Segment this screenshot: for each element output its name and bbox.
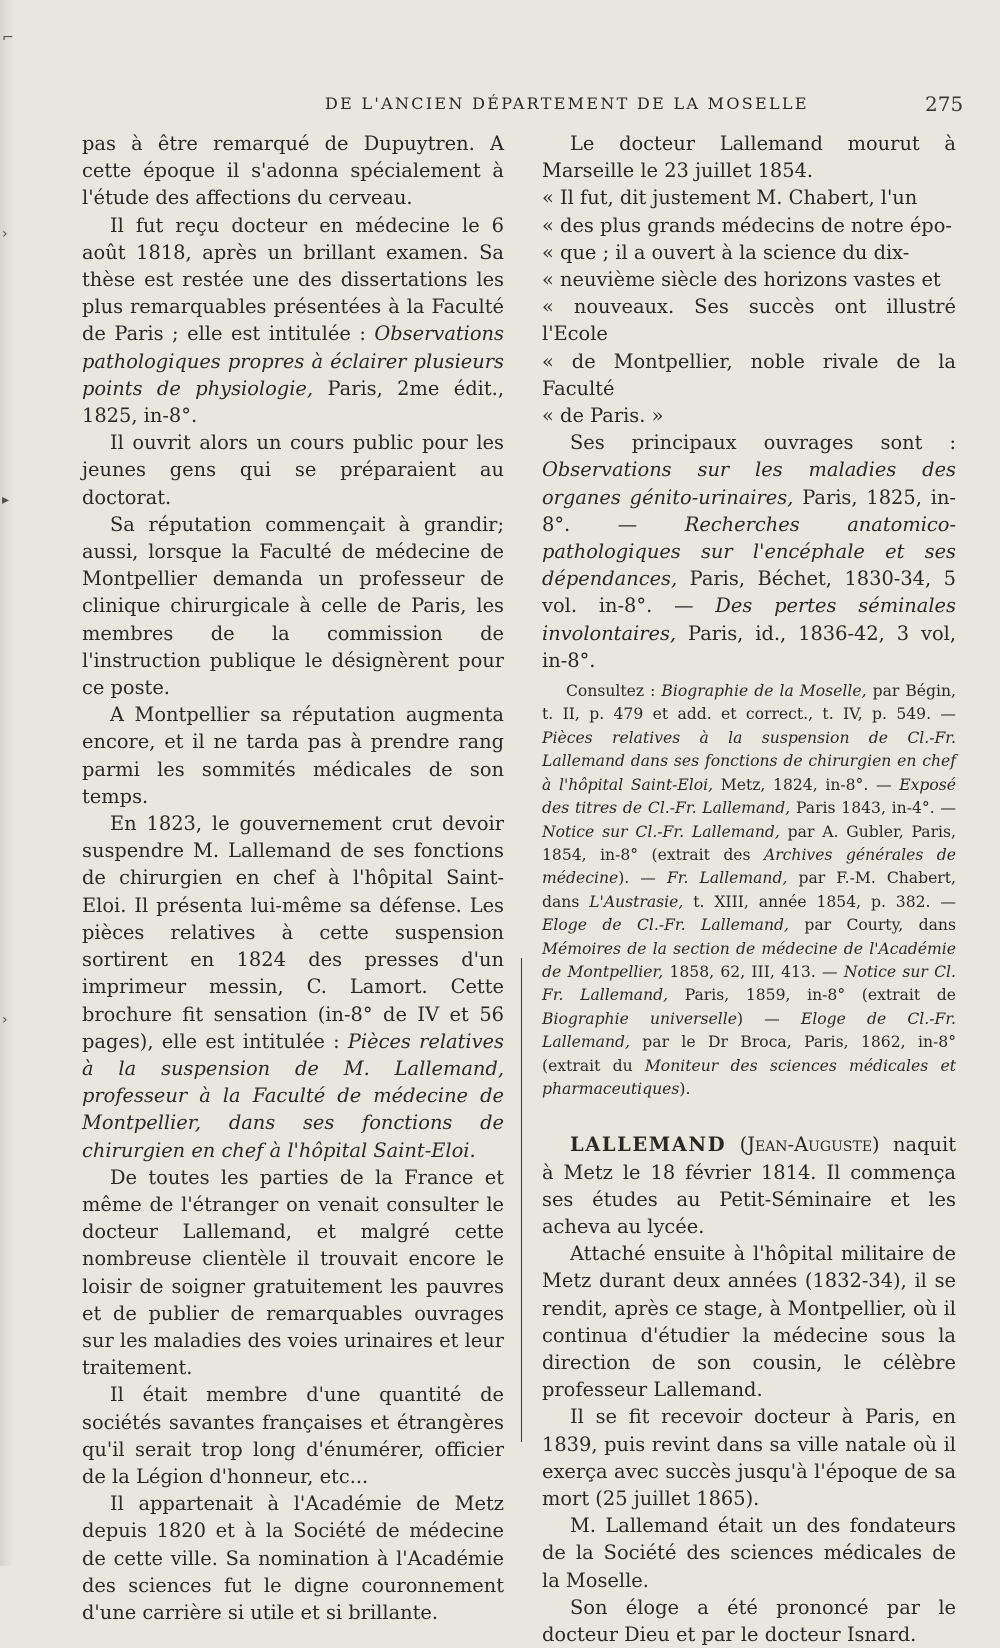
italic-title: L'Austrasie,: [589, 892, 684, 911]
running-head: [0, 92, 1000, 116]
text-run: par Courty, dans: [788, 916, 956, 935]
bibliography: [542, 680, 956, 1101]
page-number: 275: [925, 92, 964, 116]
quote-line: « de Montpellier, noble rivale de la Faculté: [542, 349, 956, 400]
margin-mark: ›: [2, 226, 8, 242]
italic-title: Eloge de Cl.-Fr. Lallemand,: [542, 916, 789, 935]
paragraph: [542, 429, 956, 674]
text-run: Consultez :: [566, 682, 662, 701]
text-run: En 1823, le gouvernement crut devoir suspendre M. Lallemand de ses fonctions de chirurgien en chef à l'hôpital Saint-Eloi. Il présenta lui-même sa défense. Les pièces relatives à cette suspension sortirent en 1824 des presses d'un imprimeur messin, C. Lamort. Cette brochure fit sensation (in-8° de IV et 56 pages), elle est intitulée :: [82, 812, 504, 1053]
quote-line: « Il fut, dit justement M. Chabert, l'un: [542, 186, 918, 210]
italic-title: Des pertes séminales involontaires,: [542, 594, 956, 645]
italic-title: Recherches anatomico-pathologiques sur l'encéphale et ses dépendances,: [542, 512, 956, 591]
bibliography-text: [542, 680, 956, 1101]
paragraph: Attaché ensuite à l'hôpital militaire de Metz durant deux années (1832-34), il se rendit, après ce stage, à Montpellier, où il continua d'étudier la médecine sous la direction de son cousin, le célèbre professeur Lallemand.: [542, 1242, 956, 1402]
text-run: Il fut reçu docteur en médecine le 6 août 1818, après un brillant examen. Sa thèse est restée une des dissertations les plus remarquables présentées à la Faculté de Paris ; elle est intitulée :: [82, 213, 504, 346]
italic-title: Archives générales de médecine: [542, 845, 956, 888]
quotation: [542, 184, 956, 429]
right-column: [542, 130, 956, 1648]
paragraph: Sa réputation commençait à grandir; aussi, lorsque la Faculté de médecine de Montpellier demanda un professeur de clinique chirurgicale à celle de Paris, les membres de la commission de l'instruction publique le désignèrent pour ce poste.: [82, 512, 504, 700]
text-run: par le Dr Broca, Paris, 1862, in-8° (extrait du: [542, 1033, 956, 1075]
paragraph: Il appartenait à l'Académie de Metz depuis 1820 et à la Société de médecine de cette ville. Sa nomination à l'Académie des sciences fut le digne couronnement d'une carrière si utile et si brillante.: [82, 1492, 504, 1624]
italic-title: Pièces relatives à la suspension de Cl.-Fr. Lallemand dans ses fonctions de chirurgien en chef à l'hôpital Saint-Eloi,: [542, 728, 956, 794]
text-run: t. XIII, année 1854, p. 382. —: [683, 892, 956, 911]
paragraph: [82, 212, 504, 430]
paragraph: Il se fit recevoir docteur à Paris, en 1839, puis revint dans sa ville natale où il exerça avec succès jusqu'à l'époque de sa mort (25 juillet 1865).: [542, 1405, 956, 1511]
text-run: Paris, 1859, in-8° (extrait de: [668, 986, 956, 1005]
text-run: ) —: [736, 1009, 801, 1028]
entry-text: naquit à Metz le 18 février 1814. Il commença ses études au Petit-Séminaire et les acheva au lycée.: [542, 1133, 956, 1238]
text-run: 1858, 62, III, 413. —: [663, 962, 844, 981]
paragraph: [82, 810, 504, 1164]
entry-given-names: (Jean-Auguste): [739, 1133, 880, 1157]
italic-title: Biographie de la Moselle,: [661, 682, 867, 701]
text-run: Paris, 1825, in-8°. —: [542, 485, 956, 536]
text-run: par F.-M. Chabert, dans: [542, 869, 956, 911]
text-run: Paris, Béchet, 1830-34, 5 vol. in-8°. —: [542, 567, 956, 618]
margin-mark: ▸: [2, 492, 10, 508]
quote-line: « nouveaux. Ses succès ont illustré l'Ecole: [542, 295, 956, 346]
italic-title: Notice sur Cl.-Fr. Lallemand,: [542, 822, 780, 841]
margin-mark: ⌐: [2, 30, 14, 46]
text-run: Paris 1843, in-4°. —: [790, 799, 956, 818]
italic-title: Moniteur des sciences médicales et pharmaceutiques: [542, 1056, 956, 1098]
paragraph: Il était membre d'une quantité de sociétés savantes françaises et étrangères qu'il serait trop long d'énumérer, officier de la Légion d'honneur, etc...: [82, 1383, 504, 1488]
italic-title: Notice sur Cl. Fr. Lallemand,: [542, 962, 956, 1005]
paragraph: M. Lallemand était un des fondateurs de la Société des sciences médicales de la Moselle.: [542, 1514, 956, 1592]
text-run: Paris, 2me édit., 1825, in-8°.: [82, 376, 504, 428]
italic-title: Exposé des titres de Cl.-Fr. Lallemand,: [542, 775, 956, 818]
paragraph: Le docteur Lallemand mourut à Marseille le 23 juillet 1854.: [542, 132, 956, 183]
paragraph: A Montpellier sa réputation augmenta encore, et il ne tarda pas à prendre rang parmi les sommités médicales de son temps.: [82, 703, 504, 808]
paragraph: De toutes les parties de la France et même de l'étranger on venait consulter le docteur Lallemand, et malgré cette nombreuse clientèle il trouvait encore le loisir de soigner gratuitement les pauvres et de publier de remarquables ouvrages sur les maladies des voies urinaires et leur traitement.: [82, 1165, 504, 1380]
paragraph: pas à être remarqué de Dupuytren. A cette époque il s'adonna spécialement à l'étude des affections du cerveau.: [82, 132, 504, 210]
running-title: DE L'ANCIEN DÉPARTEMENT DE LA MOSELLE: [325, 94, 809, 113]
text-run: Ses principaux ouvrages sont :: [570, 431, 956, 455]
italic-title: Observations sur les maladies des organes génito-urinaires,: [542, 458, 956, 509]
paragraph: Son éloge a été prononcé par le docteur Dieu et par le docteur Isnard.: [542, 1595, 956, 1647]
italic-title: Fr. Lallemand,: [666, 869, 788, 888]
text-run: ).: [679, 1079, 691, 1098]
text-run: ). —: [618, 869, 667, 888]
text-run: par Bégin, t. II, p. 479 et add. et correct., t. IV, p. 549. —: [542, 682, 957, 724]
quote-line: « que ; il a ouvert à la science du dix-: [542, 240, 910, 264]
entry-spacer: [542, 1101, 956, 1131]
entry-name: LALLEMAND: [570, 1133, 727, 1157]
text-run: Paris, id., 1836-42, 3 vol, in-8°.: [542, 621, 956, 672]
column-rule: [521, 958, 522, 1442]
quote-line: « de Paris. »: [542, 404, 664, 428]
italic-title: Observations pathologiques propres à éclairer plusieurs points de physiologie,: [82, 322, 504, 400]
italic-title: Biographie universelle: [542, 1009, 737, 1028]
quote-line: « des plus grands médecins de notre épo-: [542, 213, 952, 237]
quote-line: « neuvième siècle des horizons vastes et: [542, 268, 941, 292]
text-run: Metz, 1824, in-8°. —: [713, 775, 900, 794]
italic-title: Eloge de Cl.-Fr. Lallemand,: [542, 1009, 957, 1052]
italic-title: Pièces relatives à la suspension de M. Lallemand, professeur à la Faculté de médecine de Montpellier, dans ses fonctions de chirurgien en chef à l'hôpital Saint-Eloi.: [82, 1029, 504, 1162]
margin-mark: ›: [2, 1012, 8, 1028]
italic-title: Mémoires de la section de médecine de l'Académie de Montpellier,: [542, 939, 956, 981]
paragraph: Il ouvrit alors un cours public pour les jeunes gens qui se préparaient au doctorat.: [82, 431, 504, 509]
left-column: [82, 130, 504, 1626]
text-run: par A. Gubler, Paris, 1854, in-8° (extrait des: [542, 822, 956, 864]
entry-paragraph: [542, 1131, 956, 1240]
